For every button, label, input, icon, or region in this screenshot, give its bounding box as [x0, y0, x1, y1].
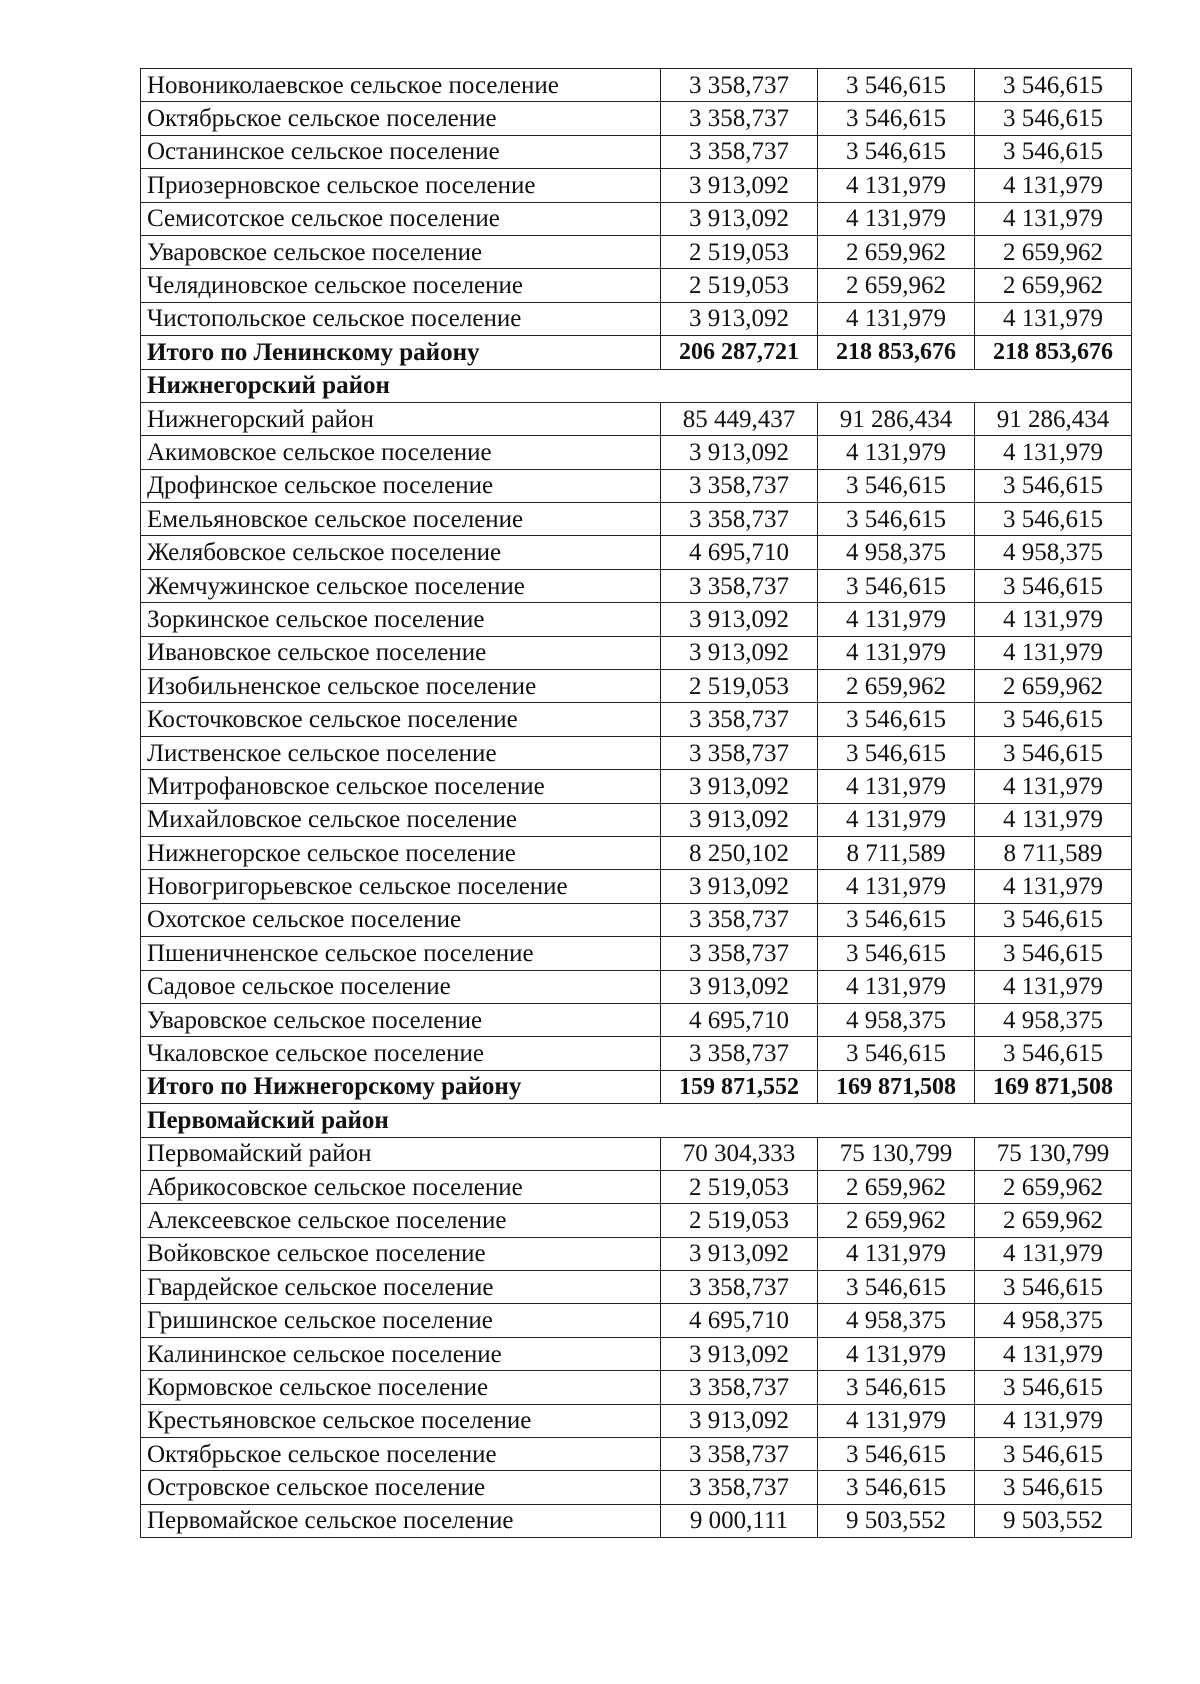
amount-year-2: 3 546,615: [818, 69, 975, 102]
settlement-name: Уваровское сельское поселение: [141, 235, 661, 268]
amount-year-1: 2 519,053: [661, 1204, 818, 1237]
amount-year-3: 4 131,979: [975, 302, 1132, 335]
amount-year-2: 91 286,434: [818, 402, 975, 435]
amount-year-3: 4 958,375: [975, 536, 1132, 569]
table-row: [141, 169, 1132, 202]
table-row: [141, 202, 1132, 235]
settlement-name: Жемчужинское сельское поселение: [141, 569, 661, 602]
amount-year-2: 3 546,615: [818, 569, 975, 602]
settlement-name: Октябрьское сельское поселение: [141, 102, 661, 135]
table-row: [141, 937, 1132, 970]
amount-year-1: 2 519,053: [661, 269, 818, 302]
settlement-name: Новониколаевское сельское поселение: [141, 69, 661, 102]
amount-year-2: 3 546,615: [818, 1371, 975, 1404]
amount-year-1: 3 913,092: [661, 202, 818, 235]
amount-year-2: 2 659,962: [818, 1170, 975, 1203]
table-row: [141, 1404, 1132, 1437]
settlement-name: Акимовское сельское поселение: [141, 436, 661, 469]
settlement-name: Ивановское сельское поселение: [141, 636, 661, 669]
amount-year-1: 3 913,092: [661, 603, 818, 636]
amount-year-2: 3 546,615: [818, 1271, 975, 1304]
settlement-name: Гришинское сельское поселение: [141, 1304, 661, 1337]
amount-year-1: 4 695,710: [661, 1003, 818, 1036]
table-row: [141, 269, 1132, 302]
settlement-name: Войковское сельское поселение: [141, 1237, 661, 1270]
amount-year-2: 4 131,979: [818, 803, 975, 836]
settlement-name: Калининское сельское поселение: [141, 1337, 661, 1370]
amount-year-2: 4 131,979: [818, 1237, 975, 1270]
amount-year-2: 75 130,799: [818, 1137, 975, 1170]
amount-year-2: 3 546,615: [818, 1037, 975, 1070]
amount-year-1: 3 913,092: [661, 302, 818, 335]
amount-year-2: 4 958,375: [818, 1003, 975, 1036]
table-row: [141, 402, 1132, 435]
amount-year-3: 4 131,979: [975, 803, 1132, 836]
settlement-name: Первомайское сельское поселение: [141, 1504, 661, 1537]
amount-year-1: 2 519,053: [661, 670, 818, 703]
amount-year-1: 3 358,737: [661, 703, 818, 736]
table-row: [141, 736, 1132, 769]
amount-year-2: 4 131,979: [818, 1404, 975, 1437]
table-row: [141, 770, 1132, 803]
settlement-name: Митрофановское сельское поселение: [141, 770, 661, 803]
table-row: [141, 102, 1132, 135]
table-row: [141, 703, 1132, 736]
amount-year-3: 218 853,676: [975, 336, 1132, 369]
section-title: Нижнегорский район: [141, 369, 1132, 402]
amount-year-1: 2 519,053: [661, 235, 818, 268]
table-row: [141, 569, 1132, 602]
amount-year-3: 4 958,375: [975, 1003, 1132, 1036]
amount-year-3: 9 503,552: [975, 1504, 1132, 1537]
settlement-name: Приозерновское сельское поселение: [141, 169, 661, 202]
amount-year-2: 4 958,375: [818, 536, 975, 569]
settlement-name: Алексеевское сельское поселение: [141, 1204, 661, 1237]
total-row: [141, 1070, 1132, 1103]
amount-year-1: 3 913,092: [661, 770, 818, 803]
amount-year-3: 3 546,615: [975, 1037, 1132, 1070]
table-row: [141, 836, 1132, 869]
amount-year-1: 3 358,737: [661, 503, 818, 536]
amount-year-3: 3 546,615: [975, 135, 1132, 168]
amount-year-3: 3 546,615: [975, 1271, 1132, 1304]
amount-year-3: 2 659,962: [975, 269, 1132, 302]
amount-year-2: 3 546,615: [818, 1438, 975, 1471]
amount-year-2: 4 131,979: [818, 636, 975, 669]
amount-year-2: 3 546,615: [818, 102, 975, 135]
amount-year-1: 3 358,737: [661, 135, 818, 168]
settlement-name: Новогригорьевское сельское поселение: [141, 870, 661, 903]
amount-year-3: 3 546,615: [975, 703, 1132, 736]
amount-year-1: 3 358,737: [661, 102, 818, 135]
settlement-name: Крестьяновское сельское поселение: [141, 1404, 661, 1437]
amount-year-2: 3 546,615: [818, 937, 975, 970]
amount-year-1: 3 913,092: [661, 169, 818, 202]
amount-year-3: 75 130,799: [975, 1137, 1132, 1170]
amount-year-3: 3 546,615: [975, 1438, 1132, 1471]
table-row: [141, 603, 1132, 636]
amount-year-1: 3 913,092: [661, 870, 818, 903]
section-title: Первомайский район: [141, 1104, 1132, 1137]
amount-year-1: 2 519,053: [661, 1170, 818, 1203]
amount-year-2: 4 958,375: [818, 1304, 975, 1337]
settlement-name: Емельяновское сельское поселение: [141, 503, 661, 536]
amount-year-2: 2 659,962: [818, 1204, 975, 1237]
table-row: [141, 803, 1132, 836]
table-row: [141, 302, 1132, 335]
settlement-name: Семисотское сельское поселение: [141, 202, 661, 235]
amount-year-3: 4 131,979: [975, 169, 1132, 202]
amount-year-3: 169 871,508: [975, 1070, 1132, 1103]
amount-year-2: 4 131,979: [818, 870, 975, 903]
amount-year-2: 2 659,962: [818, 269, 975, 302]
settlement-name: Охотское сельское поселение: [141, 903, 661, 936]
settlement-name: Желябовское сельское поселение: [141, 536, 661, 569]
settlement-name: Челядиновское сельское поселение: [141, 269, 661, 302]
table-row: [141, 970, 1132, 1003]
amount-year-2: 8 711,589: [818, 836, 975, 869]
amount-year-2: 2 659,962: [818, 235, 975, 268]
amount-year-3: 4 131,979: [975, 636, 1132, 669]
amount-year-2: 4 131,979: [818, 603, 975, 636]
table-row: [141, 503, 1132, 536]
settlement-name: Уваровское сельское поселение: [141, 1003, 661, 1036]
amount-year-1: 159 871,552: [661, 1070, 818, 1103]
table-row: [141, 235, 1132, 268]
amount-year-1: 3 358,737: [661, 69, 818, 102]
table-row: [141, 636, 1132, 669]
total-row: [141, 336, 1132, 369]
amount-year-1: 3 913,092: [661, 1404, 818, 1437]
amount-year-2: 4 131,979: [818, 302, 975, 335]
amount-year-2: 2 659,962: [818, 670, 975, 703]
amount-year-2: 4 131,979: [818, 770, 975, 803]
amount-year-3: 2 659,962: [975, 235, 1132, 268]
settlement-name: Чистопольское сельское поселение: [141, 302, 661, 335]
amount-year-2: 4 131,979: [818, 1337, 975, 1370]
amount-year-2: 4 131,979: [818, 970, 975, 1003]
table-row: [141, 1471, 1132, 1504]
amount-year-1: 3 358,737: [661, 1471, 818, 1504]
amount-year-1: 4 695,710: [661, 1304, 818, 1337]
table-row: [141, 1504, 1132, 1537]
amount-year-3: 4 131,979: [975, 436, 1132, 469]
amount-year-1: 3 358,737: [661, 1438, 818, 1471]
amount-year-2: 169 871,508: [818, 1070, 975, 1103]
amount-year-3: 3 546,615: [975, 102, 1132, 135]
table-row: [141, 903, 1132, 936]
amount-year-3: 91 286,434: [975, 402, 1132, 435]
amount-year-1: 206 287,721: [661, 336, 818, 369]
amount-year-3: 4 131,979: [975, 1237, 1132, 1270]
amount-year-2: 4 131,979: [818, 202, 975, 235]
table-row: [141, 1237, 1132, 1270]
table-row: [141, 1170, 1132, 1203]
amount-year-2: 3 546,615: [818, 503, 975, 536]
amount-year-2: 3 546,615: [818, 703, 975, 736]
settlement-name: Абрикосовское сельское поселение: [141, 1170, 661, 1203]
amount-year-3: 4 131,979: [975, 770, 1132, 803]
amount-year-1: 3 913,092: [661, 803, 818, 836]
amount-year-3: 8 711,589: [975, 836, 1132, 869]
table-row: [141, 536, 1132, 569]
amount-year-3: 4 131,979: [975, 870, 1132, 903]
amount-year-3: 4 131,979: [975, 202, 1132, 235]
table-row: [141, 1204, 1132, 1237]
table-row: [141, 1337, 1132, 1370]
settlement-name: Садовое сельское поселение: [141, 970, 661, 1003]
amount-year-2: 3 546,615: [818, 736, 975, 769]
amount-year-3: 2 659,962: [975, 670, 1132, 703]
section-header-row: [141, 369, 1132, 402]
amount-year-1: 3 913,092: [661, 636, 818, 669]
amount-year-2: 3 546,615: [818, 1471, 975, 1504]
amount-year-3: 3 546,615: [975, 469, 1132, 502]
amount-year-3: 2 659,962: [975, 1204, 1132, 1237]
amount-year-2: 4 131,979: [818, 169, 975, 202]
total-label: Итого по Нижнегорскому району: [141, 1070, 661, 1103]
amount-year-1: 70 304,333: [661, 1137, 818, 1170]
table-body: [141, 69, 1132, 1538]
amount-year-1: 3 358,737: [661, 469, 818, 502]
amount-year-2: 218 853,676: [818, 336, 975, 369]
table-row: [141, 1438, 1132, 1471]
settlement-name: Гвардейское сельское поселение: [141, 1271, 661, 1304]
amount-year-3: 4 131,979: [975, 1337, 1132, 1370]
settlement-name: Дрофинское сельское поселение: [141, 469, 661, 502]
table-row: [141, 1003, 1132, 1036]
table-row: [141, 469, 1132, 502]
amount-year-1: 3 358,737: [661, 1037, 818, 1070]
amount-year-1: 3 358,737: [661, 736, 818, 769]
amount-year-3: 3 546,615: [975, 937, 1132, 970]
settlement-name: Лиственское сельское поселение: [141, 736, 661, 769]
amount-year-2: 3 546,615: [818, 469, 975, 502]
amount-year-3: 3 546,615: [975, 503, 1132, 536]
amount-year-1: 9 000,111: [661, 1504, 818, 1537]
settlement-name: Первомайский район: [141, 1137, 661, 1170]
amount-year-1: 3 358,737: [661, 569, 818, 602]
amount-year-1: 4 695,710: [661, 536, 818, 569]
amount-year-3: 3 546,615: [975, 1471, 1132, 1504]
budget-allocation-table: [140, 68, 1132, 1538]
table-row: [141, 670, 1132, 703]
table-row: [141, 1137, 1132, 1170]
table-row: [141, 1304, 1132, 1337]
amount-year-1: 3 913,092: [661, 436, 818, 469]
amount-year-3: 2 659,962: [975, 1170, 1132, 1203]
amount-year-3: 3 546,615: [975, 569, 1132, 602]
amount-year-1: 3 913,092: [661, 970, 818, 1003]
settlement-name: Останинское сельское поселение: [141, 135, 661, 168]
table-row: [141, 1271, 1132, 1304]
total-label: Итого по Ленинскому району: [141, 336, 661, 369]
settlement-name: Кормовское сельское поселение: [141, 1371, 661, 1404]
settlement-name: Пшеничненское сельское поселение: [141, 937, 661, 970]
amount-year-2: 4 131,979: [818, 436, 975, 469]
amount-year-1: 3 358,737: [661, 1271, 818, 1304]
amount-year-3: 4 131,979: [975, 1404, 1132, 1437]
amount-year-1: 3 358,737: [661, 937, 818, 970]
amount-year-3: 3 546,615: [975, 1371, 1132, 1404]
amount-year-1: 3 358,737: [661, 1371, 818, 1404]
amount-year-1: 8 250,102: [661, 836, 818, 869]
settlement-name: Нижнегорское сельское поселение: [141, 836, 661, 869]
settlement-name: Островское сельское поселение: [141, 1471, 661, 1504]
table-row: [141, 135, 1132, 168]
amount-year-1: 85 449,437: [661, 402, 818, 435]
table-row: [141, 870, 1132, 903]
settlement-name: Зоркинское сельское поселение: [141, 603, 661, 636]
amount-year-2: 9 503,552: [818, 1504, 975, 1537]
settlement-name: Косточковское сельское поселение: [141, 703, 661, 736]
amount-year-3: 4 131,979: [975, 603, 1132, 636]
table-row: [141, 69, 1132, 102]
amount-year-3: 3 546,615: [975, 69, 1132, 102]
section-header-row: [141, 1104, 1132, 1137]
table-row: [141, 1037, 1132, 1070]
amount-year-3: 3 546,615: [975, 736, 1132, 769]
amount-year-2: 3 546,615: [818, 903, 975, 936]
settlement-name: Чкаловское сельское поселение: [141, 1037, 661, 1070]
table-row: [141, 436, 1132, 469]
amount-year-1: 3 913,092: [661, 1237, 818, 1270]
settlement-name: Михайловское сельское поселение: [141, 803, 661, 836]
amount-year-3: 4 131,979: [975, 970, 1132, 1003]
amount-year-3: 4 958,375: [975, 1304, 1132, 1337]
amount-year-1: 3 913,092: [661, 1337, 818, 1370]
settlement-name: Нижнегорский район: [141, 402, 661, 435]
settlement-name: Изобильненское сельское поселение: [141, 670, 661, 703]
amount-year-1: 3 358,737: [661, 903, 818, 936]
settlement-name: Октябрьское сельское поселение: [141, 1438, 661, 1471]
amount-year-2: 3 546,615: [818, 135, 975, 168]
amount-year-3: 3 546,615: [975, 903, 1132, 936]
table-row: [141, 1371, 1132, 1404]
